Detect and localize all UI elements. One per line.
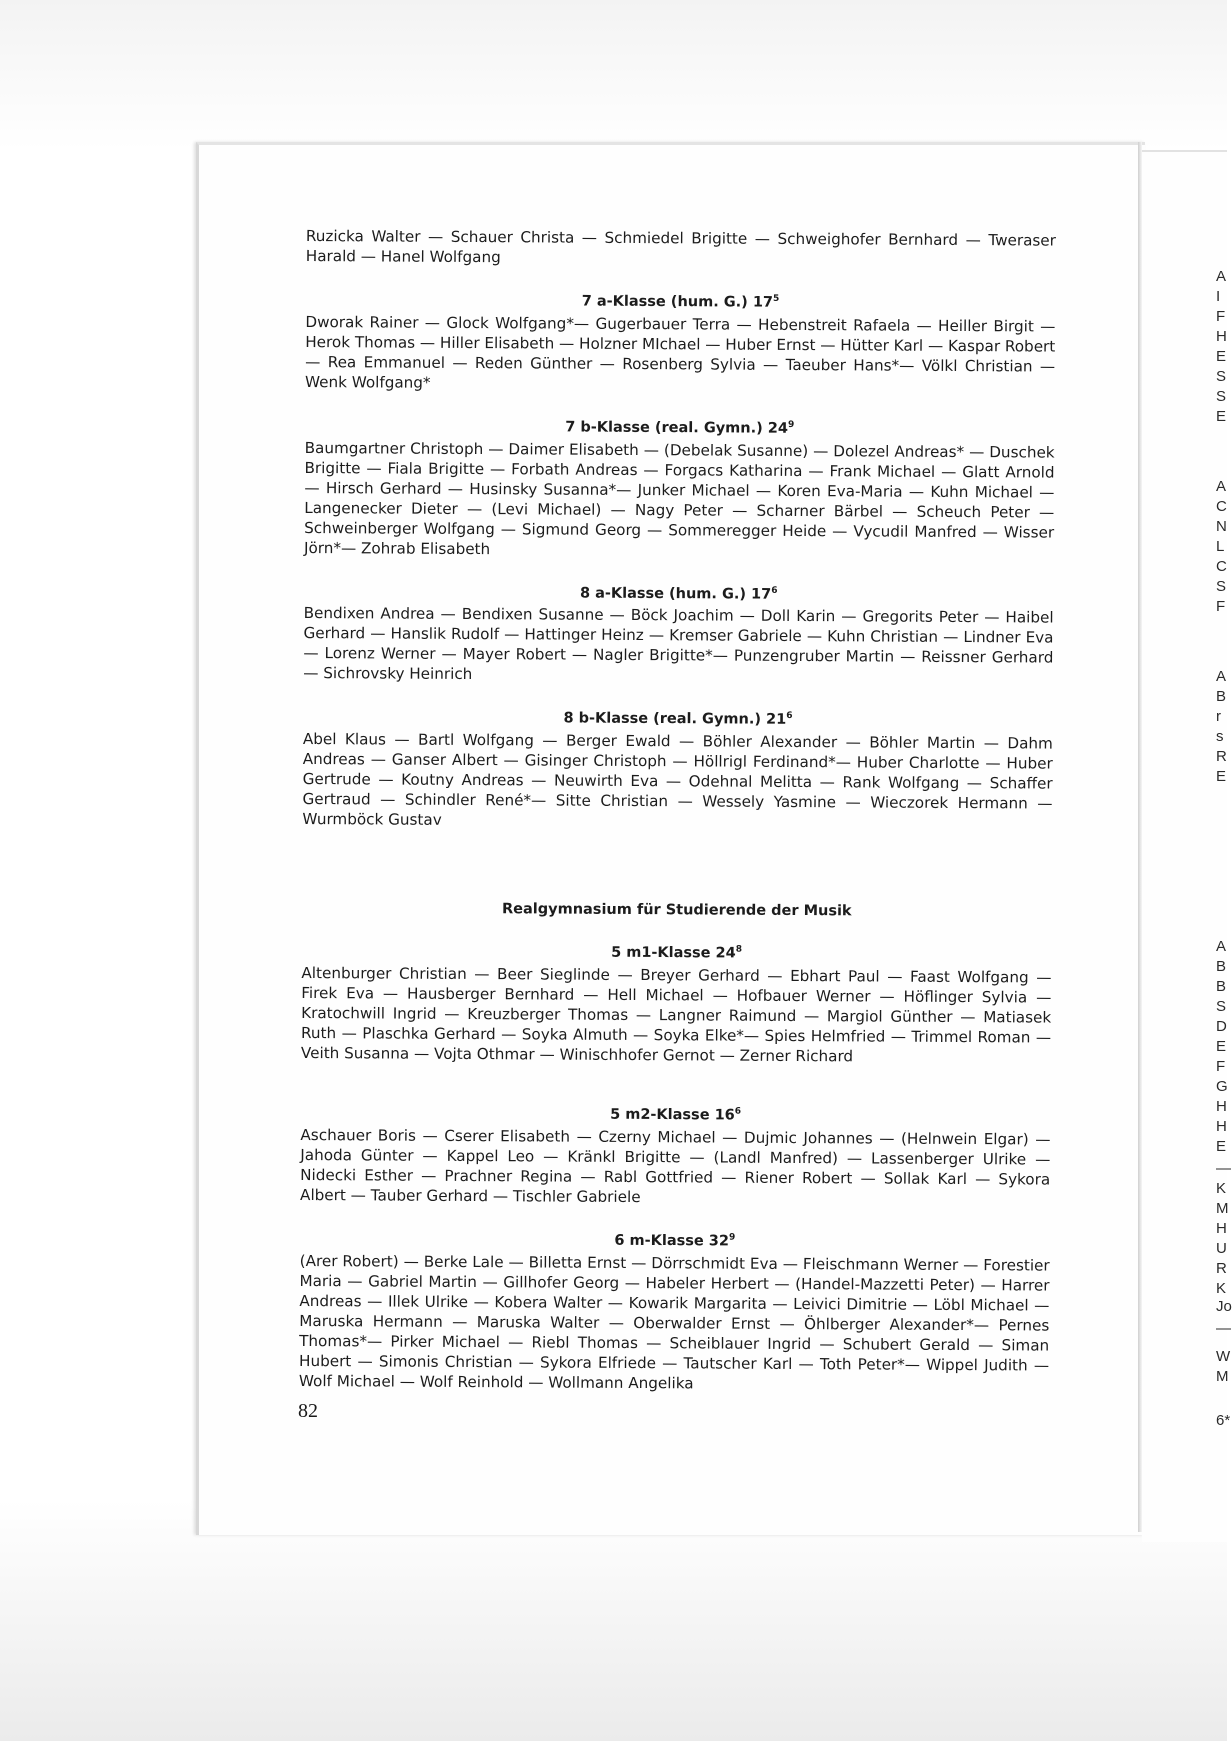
scan-background-top <box>0 0 1227 150</box>
intro-names: Ruzicka Walter — Schauer Christa — Schmiedel Brigitte — Schweighofer Bernhard — Tweraser Harald — Hanel Wolfgang <box>305 226 1056 267</box>
section-6m <box>299 1226 1050 1395</box>
page-number: 82 <box>298 1400 318 1422</box>
section-heading: 8 b-Klasse (real. Gymn.) $21^6$ <box>563 710 793 729</box>
adjacent-page-letter: F <box>1216 598 1226 615</box>
adjacent-page-letter: H <box>1216 1098 1227 1115</box>
adjacent-page-letter: R <box>1216 748 1227 765</box>
adjacent-page-letter: K <box>1216 1280 1227 1297</box>
adjacent-page-edge <box>1142 150 1232 1542</box>
adjacent-page-letter: 6* <box>1216 1412 1231 1429</box>
adjacent-page-letter: U <box>1216 1240 1227 1257</box>
adjacent-page-letter: M <box>1216 1368 1229 1385</box>
adjacent-page-letter: S <box>1216 368 1227 385</box>
section-5m2 <box>300 1100 1051 1209</box>
adjacent-page-letter: S <box>1216 998 1227 1015</box>
section-7b <box>304 413 1055 562</box>
adjacent-page-letter: A <box>1216 938 1227 955</box>
class-list-content <box>299 226 1056 1395</box>
adjacent-page-letter: F <box>1216 308 1226 325</box>
music-school-title: Realgymnasium für Studierende der Musik <box>501 901 852 920</box>
adjacent-page-letter: K <box>1216 1180 1227 1197</box>
section-names: Altenburger Christian — Beer Sieglinde — Breyer Gerhard — Ebhart Paul — Faast Wolfgang — Firek Eva — Hausberger Bernhard — Hell Michael — Hofbauer Werner — Höflinger Sylvia — Kratochwill Ingrid — Kreuzberger Thomas — Langner Raimund — Margiol Günther — Matiasek Ruth — Plaschka Gerhard — Soyka Almuth — Soyka Elke*— Spies Helmfried — Trimmel Roman — Veith Susanna — Vojta Othmar — Winischhofer Gernot — Zerner Richard <box>300 964 1052 1066</box>
section-names: Baumgartner Christoph — Daimer Elisabeth — (Debelak Susanne) — Dolezel Andreas* — Duschek Brigitte — Fiala Brigitte — Forbath Andreas — Forgacs Katharina — Frank Michael — Glatt Arnold — Hirsch Gerhard — Husinsky Susanna*— Junker Michael — Koren Eva-Maria — Kuhn Michael — Langenecker Dieter — (Levi Michael) — Nagy Peter — Scharner Bärbel — Scheuch Peter — Schweinberger Wolfgang — Sigmund Georg — Sommeregger Heide — Vycudil Manfred — Wisser Jörn*— Zohrab Elisabeth <box>303 438 1055 558</box>
adjacent-page-letter: S <box>1216 388 1227 405</box>
adjacent-page-letter: G <box>1216 1078 1228 1095</box>
adjacent-page-letter: E <box>1216 1138 1227 1155</box>
adjacent-page-letter: C <box>1216 498 1227 515</box>
adjacent-page-letter: N <box>1216 518 1227 535</box>
adjacent-page-letter: H <box>1216 1220 1227 1237</box>
adjacent-page-letter: M <box>1216 1200 1229 1217</box>
adjacent-page-letter: r <box>1216 708 1221 725</box>
adjacent-page-letter: B <box>1216 958 1227 975</box>
adjacent-page-letter: A <box>1216 668 1227 685</box>
section-heading: 6 m-Klasse $32^9$ <box>614 1232 736 1250</box>
section-7a <box>305 287 1056 396</box>
adjacent-page-letter: S <box>1216 578 1227 595</box>
section-heading: 5 m2-Klasse $16^6$ <box>610 1106 742 1124</box>
adjacent-page-letter: E <box>1216 768 1227 785</box>
adjacent-page-letter: L <box>1216 538 1225 555</box>
section-names: Aschauer Boris — Cserer Elisabeth — Czerny Michael — Dujmic Johannes — (Helnwein Elgar) — Jahoda Günter — Kappel Leo — Kränkl Brigitte — (Landl Manfred) — Lassenberger Ulrike — Nidecki Esther — Prachner Regina — Rabl Gottfried — Riener Robert — Sollak Karl — Sykora Albert — Tauber Gerhard — Tischler Gabriele <box>300 1125 1051 1207</box>
adjacent-page-letter: H <box>1216 328 1227 345</box>
adjacent-page-letter: A <box>1216 478 1227 495</box>
section-heading: 7 a-Klasse (hum. G.) $17^5$ <box>581 293 780 311</box>
adjacent-page-letter: E <box>1216 348 1227 365</box>
scan-background-bottom <box>0 1500 1227 1741</box>
adjacent-page-letter: E <box>1216 1038 1227 1055</box>
section-names: Abel Klaus — Bartl Wolfgang — Berger Ewald — Böhler Alexander — Böhler Martin — Dahm Andreas — Ganser Albert — Gisinger Christoph — Höllrigl Ferdinand*— Huber Charlotte — Huber Gertrude — Koutny Andreas — Neuwirth Eva — Odehnal Melitta — Rank Wolfgang — Schaffer Gertraud — Schindler René*— Sitte Christian — Wessely Yasmine — Wieczorek Hermann — Wurmböck Gustav <box>302 730 1053 830</box>
adjacent-page-letter: s <box>1216 728 1224 745</box>
adjacent-page-letter: — <box>1216 1320 1231 1337</box>
adjacent-page-letter: — <box>1216 1160 1231 1177</box>
adjacent-page-letter: I <box>1216 288 1221 305</box>
section-heading: 7 b-Klasse (real. Gymn.) $24^9$ <box>565 419 795 437</box>
section-names: (Arer Robert) — Berke Lale — Billetta Ernst — Dörrschmidt Eva — Fleischmann Werner — Forestier Maria — Gabriel Martin — Gillhofer Georg — Habeler Herbert — (Handel-Mazzetti Peter) — Harrer Andreas — Illek Ulrike — Kobera Walter — Kowarik Margarita — Leivici Dimitrie — Löbl Michael — Maruska Hermann — Maruska Walter — Oberwalder Ernst — Öhlberger Alexander*— Pernes Thomas*— Pirker Michael — Riebl Thomas — Scheiblauer Ingrid — Schubert Gerald — Siman Hubert — Simonis Christian — Sykora Elfriede — Tautscher Karl — Toth Peter*— Wippel Judith — Wolf Michael — Wolf Reinhold — Wollmann Angelika <box>298 1251 1050 1393</box>
adjacent-page-letter: E <box>1216 408 1227 425</box>
section-8a <box>303 579 1054 688</box>
section-heading: 5 m1-Klasse $24^8$ <box>611 944 743 962</box>
section-heading: 8 a-Klasse (hum. G.) $17^6$ <box>579 585 778 603</box>
adjacent-page-letter: F <box>1216 1058 1226 1075</box>
section-5m1 <box>301 938 1052 1067</box>
adjacent-page-letter: B <box>1216 978 1227 995</box>
adjacent-page-letter: C <box>1216 558 1227 575</box>
section-names: Bendixen Andrea — Bendixen Susanne — Böck Joachim — Doll Karin — Gregorits Peter — Haibel Gerhard — Hanslik Rudolf — Hattinger Heinz — Kremser Gabriele — Kuhn Christian — Lindner Eva — Lorenz Werner — Mayer Robert — Nagler Brigitte*— Punzengruber Martin — Reissner Gerhard — Sichrovsky Heinrich <box>303 604 1054 684</box>
adjacent-page-letter: A <box>1216 268 1227 285</box>
section-8b <box>302 704 1053 833</box>
adjacent-page-letter: B <box>1216 688 1227 705</box>
adjacent-page-letter: R <box>1216 1260 1227 1277</box>
section-names: Dworak Rainer — Glock Wolfgang*— Gugerbauer Terra — Hebenstreit Rafaela — Heiller Birgit — Herok Thomas — Hiller Elisabeth — Holzner MIchael — Huber Ernst — Hütter Karl — Kaspar Robert — Rea Emmanuel — Reden Günther — Rosenberg Sylvia — Taeuber Hans*— Völkl Christian — Wenk Wolfgang* <box>304 312 1056 392</box>
adjacent-page-letter: H <box>1216 1118 1227 1135</box>
adjacent-page-letter: D <box>1216 1018 1227 1035</box>
adjacent-page-letter: W <box>1216 1348 1231 1365</box>
adjacent-page-letter: Jo <box>1216 1298 1232 1315</box>
